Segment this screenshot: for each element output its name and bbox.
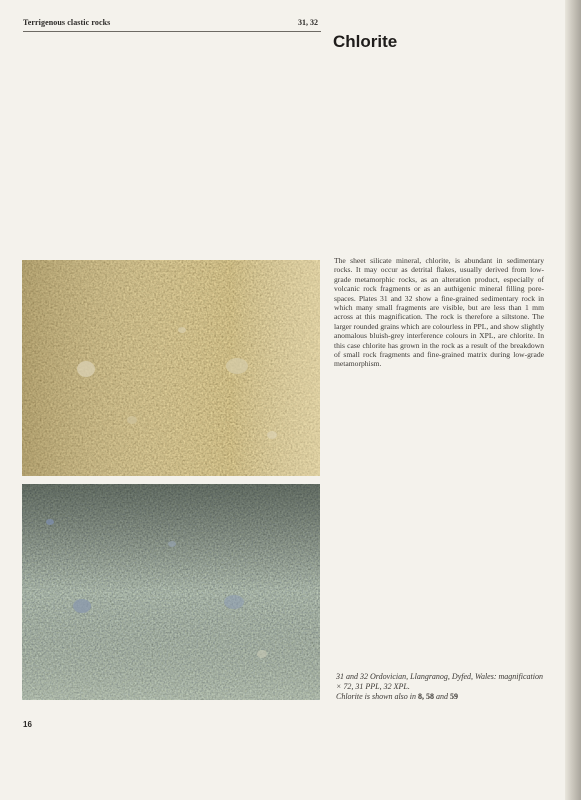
caption-and: and — [436, 692, 449, 701]
caption-line-2 — [336, 692, 544, 702]
book-gutter — [565, 0, 581, 800]
body-paragraph: The sheet silicate mineral, chlorite, is abundant in sedimentary rocks. It may occur as detrital flakes, usually derived from low-grade metamorphic rocks, as an alteration product, especially of volcanic rock fragments or as an authigenic mineral filling pore-spaces. Plates 31 and 32 show a fine-grained sedimentary rock in which many small fragments are visible, but are less than 1 mm across at this magnification. The rock is therefore a siltstone. The larger rounded grains which are colourless in PPL, and show slightly anomalous bluish-grey interference colours in XPL, are chlorite. In this case chlorite has grown in the rock as a result of the breakdown of small rock fragments and fine-grained matrix during low-grade metamorphism. — [334, 256, 544, 369]
figure-caption — [336, 672, 544, 702]
plate-31-image — [22, 260, 320, 476]
caption-ref-plate-b: 59 — [450, 692, 459, 701]
running-header-section: Terrigenous clastic rocks — [23, 18, 111, 27]
page-title: Chlorite — [333, 32, 398, 51]
running-header-plates: 31, 32 — [298, 18, 318, 27]
header-divider — [23, 31, 321, 32]
caption-ref-plates-a: 8, 58 — [418, 692, 435, 701]
caption-line-1: 31 and 32 Ordovician, Llangranog, Dyfed, Wales: magnification × 72, 31 PPL, 32 XPL. — [336, 672, 543, 691]
plate-31-ppl-photomicrograph — [22, 260, 320, 476]
caption-see-also: Chlorite is shown also in — [336, 692, 417, 701]
page-number: 16 — [23, 720, 32, 729]
plate-32-image — [22, 484, 320, 700]
plate-32-xpl-photomicrograph — [22, 484, 320, 700]
